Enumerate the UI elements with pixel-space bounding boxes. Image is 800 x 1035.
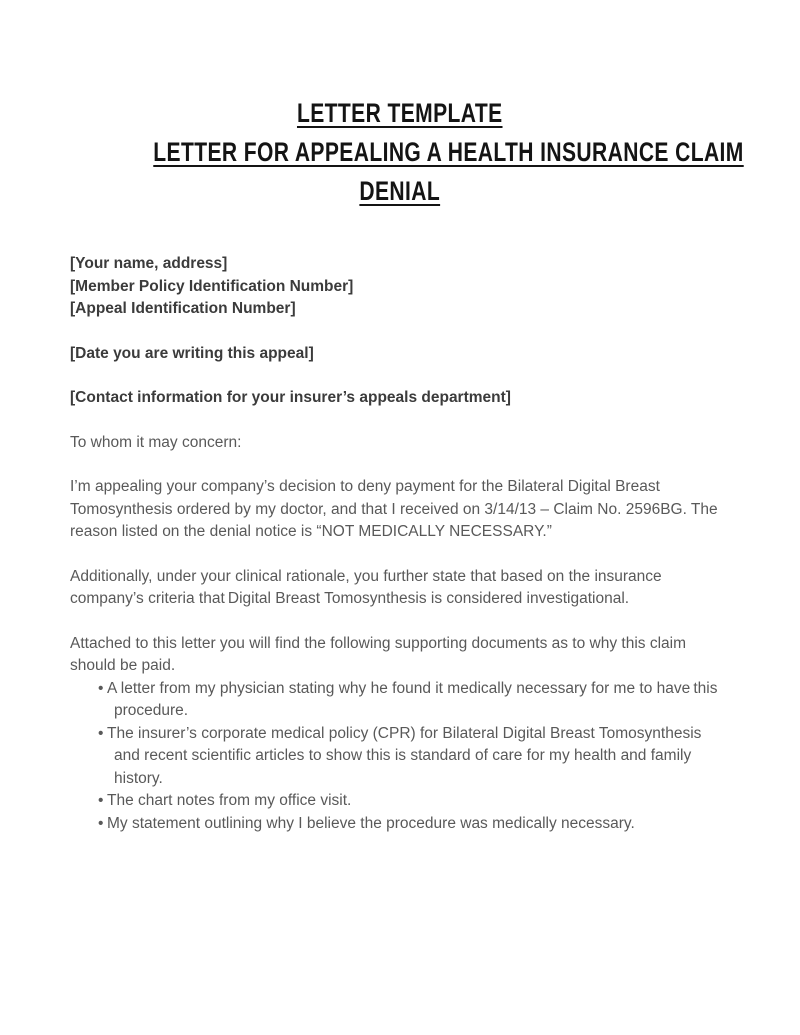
title-line-1-text: LETTER TEMPLATE (297, 98, 503, 128)
placeholder-member-policy-id: [Member Policy Identification Number] (70, 277, 354, 295)
placeholder-contact-info: [Contact information for your insurer’s appeals department] (70, 389, 511, 406)
placeholder-date: [Date you are writing this appeal] (70, 344, 314, 362)
title-line-3 (70, 174, 730, 213)
letter-content (70, 253, 725, 835)
title-line-3-text: DENIAL (359, 176, 441, 206)
title-line-2-text: LETTER FOR APPEALING A HEALTH INSURANCE CLAIM (153, 137, 744, 167)
placeholder-appeal-id: [Appeal Identification Number] (70, 300, 296, 317)
title-line-2 (70, 135, 744, 174)
letter-title (70, 96, 744, 213)
salutation: To whom it may concern: (70, 433, 242, 451)
paragraph-rationale: Additionally, under your clinical rationale, you further state that based on the insurance company’s criteria that Digital Breast Tomosynthesis is considered investigational. (70, 567, 662, 607)
list-item-chart-notes: • The chart notes from my office visit. (70, 790, 725, 813)
placeholder-name-address: [Your name, address] (70, 255, 228, 272)
supporting-documents-list (70, 678, 725, 836)
list-item-statement: • My statement outlining why I believe the procedure was medically necessary. (70, 813, 725, 836)
sender-info-block (70, 253, 725, 321)
list-item-physician-letter: • A letter from my physician stating why he found it medically necessary for me to have this procedure. (70, 678, 725, 723)
list-item-medical-policy: • The insurer’s corporate medical policy (CPR) for Bilateral Digital Breast Tomosynthesis and recent scientific articles to show this is standard of care for my health and family history. (70, 723, 725, 791)
paragraph-appeal: I’m appealing your company’s decision to deny payment for the Bilateral Digital Breast Tomosynthesis ordered by my doctor, and that I received on 3/14/13 – Claim No. 2596BG. The reason listed on the denial notice is “NOT MEDICALLY NECESSARY.” (70, 478, 718, 540)
paragraph-attachments: Attached to this letter you will find the following supporting documents as to why this claim should be paid. (70, 634, 690, 674)
title-line-1 (70, 96, 730, 135)
